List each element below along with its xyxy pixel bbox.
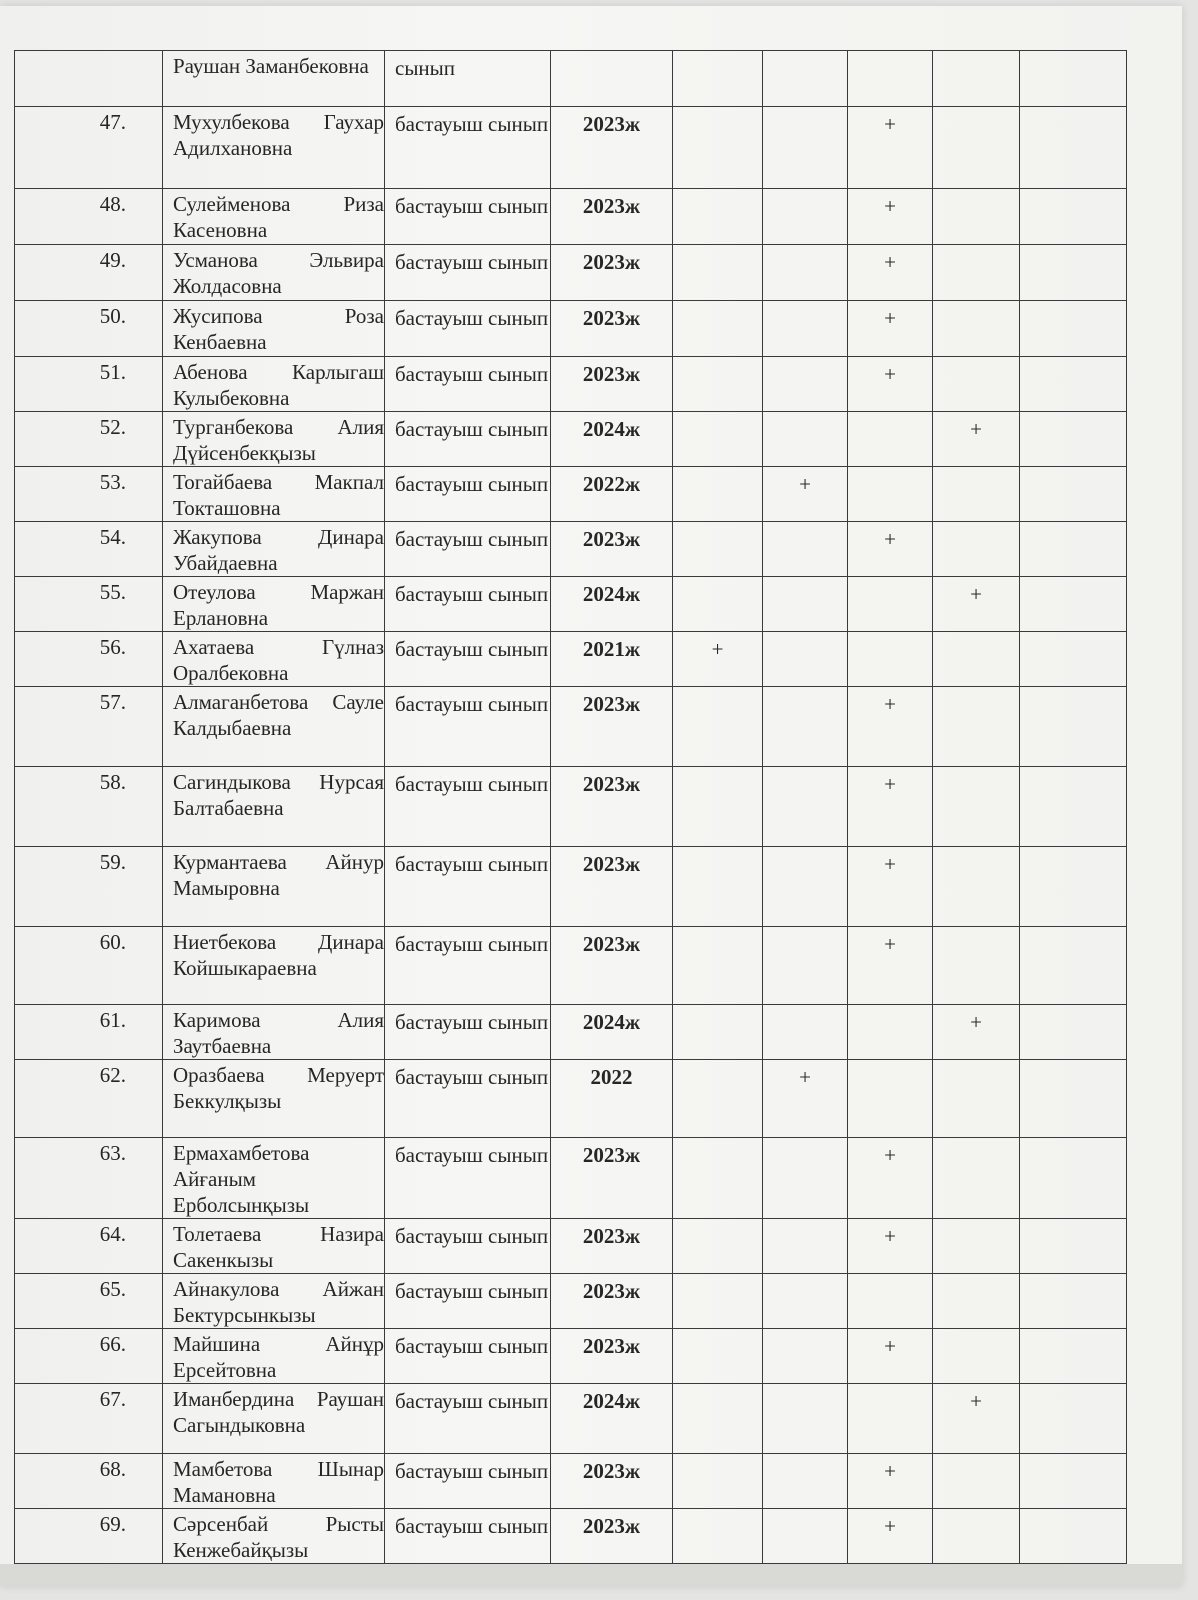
mark-cell-2	[763, 1454, 848, 1509]
mark-cell-3: +	[848, 1329, 933, 1384]
mark-cell-1	[673, 1509, 763, 1564]
mark-cell-2	[763, 1509, 848, 1564]
mark-cell-3: +	[848, 189, 933, 245]
mark-cell-5	[1020, 189, 1127, 245]
mark-cell-5	[1020, 1005, 1127, 1060]
class-level-cell: бастауыш сынып	[385, 522, 551, 577]
teacher-name-cell: Мамбетова Шынар Мамановна	[163, 1454, 385, 1509]
row-number-cell: 51.	[15, 357, 163, 412]
mark-cell-4: +	[933, 412, 1020, 467]
year-cell: 2023ж	[551, 767, 673, 847]
mark-cell-4	[933, 687, 1020, 767]
teacher-name-cell: Каримова Алия Заутбаевна	[163, 1005, 385, 1060]
table-row	[15, 412, 1127, 467]
row-number-cell: 65.	[15, 1274, 163, 1329]
mark-cell-3: +	[848, 357, 933, 412]
mark-cell-2	[763, 1219, 848, 1274]
year-cell: 2024ж	[551, 1005, 673, 1060]
mark-cell-5	[1020, 357, 1127, 412]
mark-cell-2	[763, 687, 848, 767]
mark-cell-2	[763, 51, 848, 107]
mark-cell-5	[1020, 107, 1127, 189]
teacher-name-cell: Курмантаева Айнур Мамыровна	[163, 847, 385, 927]
teacher-name-cell: Иманбердина Раушан Сагындыковна	[163, 1384, 385, 1454]
table-body	[15, 51, 1127, 1579]
mark-cell-5	[1020, 1384, 1127, 1454]
mark-cell-2: +	[763, 467, 848, 522]
mark-cell-1	[673, 301, 763, 357]
mark-cell-5	[1020, 577, 1127, 632]
year-cell	[551, 51, 673, 107]
row-number-cell: 47.	[15, 107, 163, 189]
mark-cell-3: +	[848, 1454, 933, 1509]
mark-cell-4	[933, 632, 1020, 687]
mark-cell-5	[1020, 301, 1127, 357]
table-row	[15, 1329, 1127, 1384]
teacher-name-cell: Оразбаева Меруерт Беккулқызы	[163, 1060, 385, 1138]
teacher-name-cell: Айнакулова Айжан Бектурсынкызы	[163, 1274, 385, 1329]
class-level-cell: бастауыш сынып	[385, 927, 551, 1005]
class-level-cell: бастауыш сынып	[385, 1384, 551, 1454]
mark-cell-3: +	[848, 847, 933, 927]
class-level-cell: бастауыш сынып	[385, 245, 551, 301]
mark-cell-5	[1020, 467, 1127, 522]
table-row	[15, 632, 1127, 687]
mark-cell-3: +	[848, 927, 933, 1005]
mark-cell-5	[1020, 1219, 1127, 1274]
row-number-cell: 61.	[15, 1005, 163, 1060]
class-level-cell: бастауыш сынып	[385, 577, 551, 632]
class-level-cell: бастауыш сынып	[385, 847, 551, 927]
mark-cell-4	[933, 1329, 1020, 1384]
class-level-cell: сынып	[385, 51, 551, 107]
mark-cell-2	[763, 1005, 848, 1060]
class-level-cell: бастауыш сынып	[385, 1454, 551, 1509]
teacher-name-cell: Ермахамбетова Айғаным Ерболсынқызы	[163, 1138, 385, 1219]
table-row	[15, 577, 1127, 632]
row-number-cell: 53.	[15, 467, 163, 522]
year-cell: 2023ж	[551, 927, 673, 1005]
teacher-name-cell: Раушан Заманбековна	[163, 51, 385, 107]
class-level-cell: бастауыш сынып	[385, 1060, 551, 1138]
row-number-cell: 68.	[15, 1454, 163, 1509]
table-row	[15, 1138, 1127, 1219]
teacher-name-cell: Алмаганбетова Сауле Калдыбаевна	[163, 687, 385, 767]
mark-cell-3: +	[848, 767, 933, 847]
class-level-cell: бастауыш сынып	[385, 767, 551, 847]
mark-cell-5	[1020, 687, 1127, 767]
year-cell: 2023ж	[551, 357, 673, 412]
year-cell: 2023ж	[551, 847, 673, 927]
mark-cell-5	[1020, 1274, 1127, 1329]
class-level-cell: бастауыш сынып	[385, 467, 551, 522]
year-cell: 2023ж	[551, 1509, 673, 1564]
mark-cell-3: +	[848, 1219, 933, 1274]
mark-cell-2	[763, 357, 848, 412]
teacher-name-cell: Усманова Эльвира Жолдасовна	[163, 245, 385, 301]
row-number-cell: 56.	[15, 632, 163, 687]
mark-cell-4: +	[933, 1005, 1020, 1060]
row-number-cell: 54.	[15, 522, 163, 577]
class-level-cell: бастауыш сынып	[385, 107, 551, 189]
class-level-cell: бастауыш сынып	[385, 1274, 551, 1329]
table-row	[15, 1384, 1127, 1454]
table-row	[15, 467, 1127, 522]
mark-cell-3: +	[848, 1509, 933, 1564]
mark-cell-5	[1020, 51, 1127, 107]
row-number-cell: 48.	[15, 189, 163, 245]
mark-cell-5	[1020, 632, 1127, 687]
mark-cell-4	[933, 927, 1020, 1005]
mark-cell-4: +	[933, 577, 1020, 632]
mark-cell-4	[933, 301, 1020, 357]
mark-cell-5	[1020, 1138, 1127, 1219]
mark-cell-4	[933, 1219, 1020, 1274]
row-number-cell: 67.	[15, 1384, 163, 1454]
mark-cell-5	[1020, 1454, 1127, 1509]
mark-cell-1	[673, 51, 763, 107]
year-cell: 2023ж	[551, 189, 673, 245]
class-level-cell: бастауыш сынып	[385, 301, 551, 357]
mark-cell-3	[848, 51, 933, 107]
year-cell: 2024ж	[551, 412, 673, 467]
mark-cell-2	[763, 107, 848, 189]
year-cell: 2023ж	[551, 107, 673, 189]
table-row	[15, 245, 1127, 301]
row-number-cell: 63.	[15, 1138, 163, 1219]
mark-cell-1	[673, 1219, 763, 1274]
mark-cell-1	[673, 577, 763, 632]
teacher-name-cell: Жусипова Роза Кенбаевна	[163, 301, 385, 357]
row-number-cell: 58.	[15, 767, 163, 847]
mark-cell-4	[933, 1274, 1020, 1329]
mark-cell-1	[673, 467, 763, 522]
mark-cell-1	[673, 189, 763, 245]
mark-cell-3	[848, 412, 933, 467]
mark-cell-4	[933, 107, 1020, 189]
mark-cell-2	[763, 301, 848, 357]
teacher-name-cell: Турганбекова Алия Дүйсенбекқызы	[163, 412, 385, 467]
table-row	[15, 927, 1127, 1005]
mark-cell-2	[763, 927, 848, 1005]
mark-cell-1	[673, 107, 763, 189]
mark-cell-5	[1020, 847, 1127, 927]
mark-cell-3	[848, 577, 933, 632]
row-number-cell: 50.	[15, 301, 163, 357]
table-row	[15, 1005, 1127, 1060]
teacher-name-cell: Отеулова Маржан Ерлановна	[163, 577, 385, 632]
mark-cell-3: +	[848, 245, 933, 301]
mark-cell-1	[673, 1138, 763, 1219]
table-row	[15, 1454, 1127, 1509]
mark-cell-4	[933, 847, 1020, 927]
class-level-cell: бастауыш сынып	[385, 1138, 551, 1219]
year-cell: 2023ж	[551, 1219, 673, 1274]
row-number-cell: 55.	[15, 577, 163, 632]
year-cell: 2023ж	[551, 1138, 673, 1219]
document-page	[0, 6, 1182, 1586]
mark-cell-4	[933, 1454, 1020, 1509]
mark-cell-2	[763, 1384, 848, 1454]
table-row	[15, 1060, 1127, 1138]
row-number-cell: 59.	[15, 847, 163, 927]
class-level-cell: бастауыш сынып	[385, 1329, 551, 1384]
mark-cell-5	[1020, 412, 1127, 467]
mark-cell-1	[673, 412, 763, 467]
mark-cell-3: +	[848, 107, 933, 189]
table-row	[15, 1274, 1127, 1329]
class-level-cell: бастауыш сынып	[385, 687, 551, 767]
mark-cell-1	[673, 1274, 763, 1329]
mark-cell-1	[673, 522, 763, 577]
mark-cell-3	[848, 467, 933, 522]
teacher-name-cell: Сагиндыкова Нурсая Балтабаевна	[163, 767, 385, 847]
row-number-cell: 49.	[15, 245, 163, 301]
row-number-cell: 62.	[15, 1060, 163, 1138]
teacher-name-cell: Сәрсенбай Рысты Кенжебайқызы	[163, 1509, 385, 1564]
row-number-cell: 64.	[15, 1219, 163, 1274]
mark-cell-2	[763, 632, 848, 687]
year-cell: 2023ж	[551, 1329, 673, 1384]
table-row	[15, 687, 1127, 767]
mark-cell-3: +	[848, 687, 933, 767]
mark-cell-5	[1020, 1329, 1127, 1384]
year-cell: 2023ж	[551, 687, 673, 767]
teacher-name-cell: Тогайбаева Макпал Токташовна	[163, 467, 385, 522]
table-row	[15, 1219, 1127, 1274]
mark-cell-3	[848, 632, 933, 687]
teacher-name-cell: Мухулбекова Гаухар Адилхановна	[163, 107, 385, 189]
mark-cell-1	[673, 1005, 763, 1060]
mark-cell-1: +	[673, 632, 763, 687]
mark-cell-3: +	[848, 522, 933, 577]
row-number-cell	[15, 51, 163, 107]
year-cell: 2023ж	[551, 522, 673, 577]
year-cell: 2023ж	[551, 1454, 673, 1509]
mark-cell-2	[763, 522, 848, 577]
row-number-cell: 69.	[15, 1509, 163, 1564]
mark-cell-4	[933, 51, 1020, 107]
mark-cell-5	[1020, 522, 1127, 577]
row-number-cell: 66.	[15, 1329, 163, 1384]
row-number-cell: 60.	[15, 927, 163, 1005]
table-row	[15, 522, 1127, 577]
mark-cell-2	[763, 412, 848, 467]
table-row	[15, 357, 1127, 412]
mark-cell-5	[1020, 767, 1127, 847]
teacher-name-cell: Ахатаева Гүлназ Оралбековна	[163, 632, 385, 687]
mark-cell-3	[848, 1384, 933, 1454]
teacher-name-cell: Жакупова Динара Убайдаевна	[163, 522, 385, 577]
mark-cell-4	[933, 522, 1020, 577]
mark-cell-4	[933, 467, 1020, 522]
page-bottom-edge	[0, 1564, 1182, 1586]
mark-cell-1	[673, 1454, 763, 1509]
year-cell: 2023ж	[551, 1274, 673, 1329]
mark-cell-1	[673, 1060, 763, 1138]
mark-cell-1	[673, 927, 763, 1005]
mark-cell-5	[1020, 927, 1127, 1005]
mark-cell-1	[673, 245, 763, 301]
table-row	[15, 301, 1127, 357]
row-number-cell: 52.	[15, 412, 163, 467]
mark-cell-5	[1020, 1060, 1127, 1138]
mark-cell-3: +	[848, 301, 933, 357]
mark-cell-2	[763, 189, 848, 245]
mark-cell-1	[673, 767, 763, 847]
year-cell: 2023ж	[551, 301, 673, 357]
mark-cell-3: +	[848, 1138, 933, 1219]
mark-cell-4	[933, 1060, 1020, 1138]
teacher-name-cell: Майшина Айнұр Ерсейтовна	[163, 1329, 385, 1384]
mark-cell-4	[933, 1509, 1020, 1564]
mark-cell-2	[763, 767, 848, 847]
mark-cell-3	[848, 1005, 933, 1060]
mark-cell-3	[848, 1060, 933, 1138]
mark-cell-2	[763, 245, 848, 301]
mark-cell-2	[763, 1329, 848, 1384]
mark-cell-1	[673, 357, 763, 412]
class-level-cell: бастауыш сынып	[385, 1509, 551, 1564]
table-container	[14, 50, 1126, 1579]
mark-cell-5	[1020, 245, 1127, 301]
year-cell: 2021ж	[551, 632, 673, 687]
mark-cell-4: +	[933, 1384, 1020, 1454]
mark-cell-2	[763, 1138, 848, 1219]
mark-cell-4	[933, 357, 1020, 412]
mark-cell-2: +	[763, 1060, 848, 1138]
mark-cell-1	[673, 1384, 763, 1454]
table-row	[15, 767, 1127, 847]
teacher-name-cell: Ниетбекова Динара Койшыкараевна	[163, 927, 385, 1005]
year-cell: 2022ж	[551, 467, 673, 522]
class-level-cell: бастауыш сынып	[385, 1219, 551, 1274]
teacher-name-cell: Абенова Карлыгаш Кулыбековна	[163, 357, 385, 412]
teacher-register-table	[14, 50, 1127, 1579]
class-level-cell: бастауыш сынып	[385, 1005, 551, 1060]
mark-cell-2	[763, 847, 848, 927]
mark-cell-5	[1020, 1509, 1127, 1564]
table-row	[15, 51, 1127, 107]
table-row	[15, 189, 1127, 245]
year-cell: 2022	[551, 1060, 673, 1138]
mark-cell-2	[763, 577, 848, 632]
table-row	[15, 107, 1127, 189]
class-level-cell: бастауыш сынып	[385, 412, 551, 467]
table-row	[15, 847, 1127, 927]
year-cell: 2024ж	[551, 1384, 673, 1454]
class-level-cell: бастауыш сынып	[385, 632, 551, 687]
mark-cell-4	[933, 1138, 1020, 1219]
class-level-cell: бастауыш сынып	[385, 357, 551, 412]
year-cell: 2023ж	[551, 245, 673, 301]
mark-cell-4	[933, 767, 1020, 847]
mark-cell-1	[673, 847, 763, 927]
mark-cell-4	[933, 245, 1020, 301]
class-level-cell: бастауыш сынып	[385, 189, 551, 245]
mark-cell-1	[673, 1329, 763, 1384]
teacher-name-cell: Сулейменова Риза Касеновна	[163, 189, 385, 245]
mark-cell-3	[848, 1274, 933, 1329]
table-row	[15, 1509, 1127, 1564]
row-number-cell: 57.	[15, 687, 163, 767]
mark-cell-1	[673, 687, 763, 767]
mark-cell-2	[763, 1274, 848, 1329]
mark-cell-4	[933, 189, 1020, 245]
year-cell: 2024ж	[551, 577, 673, 632]
teacher-name-cell: Толетаева Назира Сакенкызы	[163, 1219, 385, 1274]
